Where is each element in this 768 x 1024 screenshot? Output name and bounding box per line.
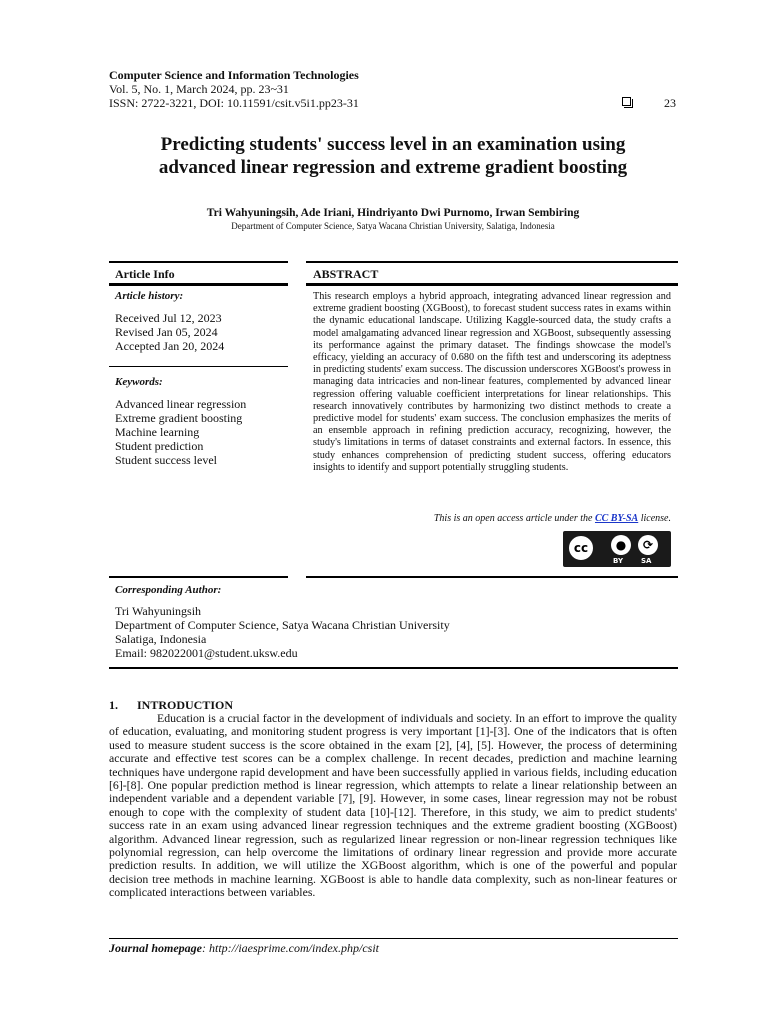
oa-prefix: This is an open access article under the	[433, 513, 595, 524]
keyword-list	[115, 397, 285, 467]
badge-by-label: BY	[613, 557, 624, 565]
title-line-1: Predicting students' success level in an examination using	[160, 134, 626, 155]
badge-strip	[601, 556, 667, 565]
received-date: Received Jul 12, 2023	[115, 311, 222, 325]
introduction-paragraph: Education is a crucial factor in the development of individuals and society. In an effort to improve the quality of education, evaluating, and monitoring student progress is very important [1]-[3]. One of the indicators that is often used to measure student success is the score obtained in the exam [2], [4], [5]. However, the process of determining accurate and effective test scores can be a complex challenge. In recent decades, prediction and machine learning techniques have undergone rapid development and have been successfully applied in various fields, including education [6]-[8]. One popular prediction method is linear regression, which attempts to relate a linear relationship between an independent variable and a dependent variable [7], [9]. However, in some cases, linear regression may not be robust enough to cope with the complexity of student data [10]-[12]. Therefore, in this study, we aim to predict students' success rate in an exam using advanced linear regression techniques and the extreme gradient boosting (XGBoost) algorithm. Advanced linear regression, such as regularized linear regression or non-linear regression techniques like polynomial regression, can help overcome the limitations of ordinary linear regression and provide more accurate prediction results. In addition, we will utilize the XGBoost algorithm, which is one of the powerful and popular decision tree methods in machine learning. XGBoost is able to handle data complexity, such as non-linear features or complicated interactions between variables.	[109, 711, 677, 900]
history-divider	[109, 366, 288, 367]
license-link[interactable]: CC BY-SA	[594, 513, 639, 524]
abstract-bottom-rule	[306, 576, 678, 578]
title-line-2: advanced linear regression and extreme gradient boosting	[158, 157, 628, 178]
share-alike-icon: ⟳	[638, 535, 658, 555]
keyword-item: Advanced linear regression	[115, 397, 247, 411]
corresponding-details	[115, 604, 450, 660]
corresponding-name: Tri Wahyuningsih	[115, 604, 202, 618]
article-info-heading: Article Info	[115, 267, 175, 281]
paper-title	[109, 133, 677, 179]
footer-rule	[109, 938, 678, 939]
info-bottom-rule	[109, 576, 288, 578]
section-title: INTRODUCTION	[137, 698, 234, 712]
square-bullet-icon	[622, 97, 631, 106]
abstract-top-rule	[306, 261, 678, 263]
revised-date: Revised Jan 05, 2024	[115, 325, 218, 339]
cc-icon: cc	[567, 534, 595, 562]
cc-by-sa-badge[interactable]	[563, 531, 671, 567]
journal-name: Computer Science and Information Technologies	[109, 68, 359, 82]
corresponding-dept: Department of Computer Science, Satya Wacana Christian University	[115, 618, 450, 632]
keyword-item: Machine learning	[115, 425, 200, 439]
author-list: Tri Wahyuningsih, Ade Iriani, Hindriyanto Dwi Purnomo, Irwan Sembiring	[206, 207, 580, 219]
abstract-heading: ABSTRACT	[313, 267, 379, 281]
keyword-item: Student success level	[115, 453, 217, 467]
oa-suffix: license.	[638, 513, 671, 524]
corresponding-email: Email: 982022001@student.uksw.edu	[115, 646, 298, 660]
info-top-rule	[109, 261, 288, 263]
footer-label: Journal homepage	[109, 941, 203, 955]
keyword-item: Extreme gradient boosting	[115, 411, 243, 425]
introduction-body	[109, 712, 677, 900]
open-access-note	[313, 513, 671, 524]
keyword-item: Student prediction	[115, 439, 204, 453]
corresponding-bottom-rule	[109, 667, 678, 669]
abstract-heading-rule	[306, 283, 678, 286]
issn-doi: ISSN: 2722-3221, DOI: 10.11591/csit.v5i1.pp23-31	[109, 96, 359, 110]
accepted-date: Accepted Jan 20, 2024	[115, 339, 225, 353]
corresponding-city: Salatiga, Indonesia	[115, 632, 207, 646]
keywords-label: Keywords:	[115, 376, 163, 388]
article-history	[115, 311, 285, 353]
volume-info: Vol. 5, No. 1, March 2024, pp. 23~31	[109, 82, 289, 96]
page-number: 23	[664, 96, 676, 110]
corresponding-label: Corresponding Author:	[115, 584, 222, 596]
badge-sa-label: SA	[641, 557, 652, 565]
abstract-text: This research employs a hybrid approach, integrating advanced linear regression and extreme gradient boosting (XGBoost), to forecast student success rates in exams within the dynamic educational landscape. Utilizing Kaggle-sourced data, the study crafts a model amalgamating advanced linear regression and XGBoost, subsequently assessing its performance against the primary dataset. The findings showcase the model's efficacy, yielding an accuracy of 0.680 on the fifth test and underscoring its adeptness in predicting students' exam success. The discussion underscores XGBoost's prowess in managing data intricacies and non-linear features, complemented by advanced linear regression offering valuable coefficient interpretations for linear relationships. This research innovatively contributes by harmonizing two distinct methods to create a predictive model for students' exam success. The conclusion emphasizes the merits of an ensemble approach in refining prediction accuracy, recognizing, however, the study's limitations in terms of dataset constraints and external factors. In essence, this study enhances comprehension of predicting student success, offering educators insights to identify and support potentially struggling students.	[313, 291, 671, 473]
section-number: 1.	[109, 698, 118, 712]
info-heading-rule	[109, 283, 288, 286]
footer-url[interactable]: : http://iaesprime.com/index.php/csit	[202, 941, 379, 955]
affiliation: Department of Computer Science, Satya Wacana Christian University, Salatiga, Indonesia	[231, 221, 555, 231]
journal-footer	[109, 941, 379, 956]
attribution-icon: ●	[611, 535, 631, 555]
history-label: Article history:	[115, 290, 184, 302]
